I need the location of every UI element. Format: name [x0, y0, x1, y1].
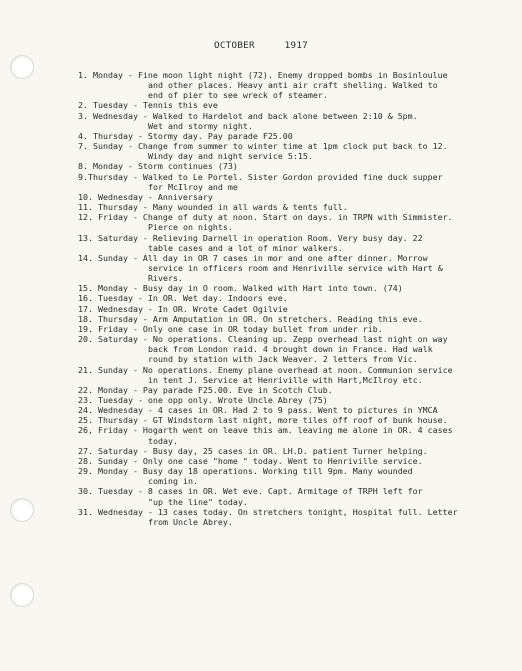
- entry-first-line: 28. Sunday - Only one case "home " today. Went to Henriville service.: [78, 455, 423, 466]
- diary-entry: [78, 507, 508, 527]
- entry-continuation-line: Rivers.: [148, 273, 183, 284]
- entry-continuation-line: Windy day and night service 5:15.: [148, 151, 313, 162]
- page-header: [0, 40, 522, 51]
- diary-entry: [78, 172, 508, 192]
- entry-first-line: 3. Wednesday - Walked to Hardelot and back alone between 2:10 & 5pm.: [78, 110, 418, 121]
- diary-entry: [78, 131, 508, 141]
- entry-continuation-line: from Uncle Abrey.: [148, 516, 233, 527]
- entry-continuation-line: table cases and a lot of minor walkers.: [148, 242, 343, 253]
- entry-continuation-line: "up the line" today.: [148, 496, 248, 507]
- binder-hole: [10, 498, 34, 522]
- entry-continuation-line: back from London raid. 4 brought down in France. Had walk: [148, 344, 433, 355]
- diary-entry: [78, 395, 508, 405]
- diary-entry: [78, 365, 508, 385]
- diary-entry: [78, 446, 508, 456]
- diary-entry: [78, 212, 508, 232]
- diary-entry: [78, 324, 508, 334]
- entry-first-line: 8. Monday - Storm continues (73): [78, 161, 238, 172]
- entry-continuation-line: today.: [148, 435, 178, 446]
- entry-first-line: 26, Friday - Hogarth went on leave this am. leaving me alone in OR. 4 cases: [78, 425, 453, 436]
- diary-entry: [78, 192, 508, 202]
- diary-entry: [78, 415, 508, 425]
- diary-entry: [78, 334, 508, 364]
- entry-first-line: 27. Saturday - Busy day, 25 cases in OR. LH.D. patient Turner helping.: [78, 445, 428, 456]
- diary-entry: [78, 70, 508, 100]
- entry-first-line: 1. Monday - Fine moon light night (72). Enemy dropped bombs in Bosinloulue: [78, 70, 448, 80]
- diary-entry: [78, 425, 508, 445]
- entry-continuation-line: Pierce on nights.: [148, 222, 233, 233]
- entry-first-line: 21. Sunday - No operations. Enemy plane overhead at noon. Communion service: [78, 364, 453, 375]
- diary-entry: [78, 100, 508, 110]
- diary-entry: [78, 161, 508, 171]
- diary-entry: [78, 486, 508, 506]
- entry-first-line: 9.Thursday - Walked to Le Portel. Sister Gordon provided fine duck supper: [78, 171, 443, 182]
- diary-entries: [78, 70, 508, 527]
- entry-first-line: 29. Monday - Busy day 18 operations. Working till 9pm. Many wounded: [78, 466, 413, 477]
- entry-first-line: 4. Thursday - Stormy day. Pay parade F25.00: [78, 130, 293, 141]
- entry-first-line: 16. Tuesday - In OR. Wet day. Indoors eve.: [78, 293, 288, 304]
- diary-entry: [78, 141, 508, 161]
- entry-first-line: 13. Saturday - Relieving Darnell in operation Room. Very busy day. 22: [78, 232, 423, 243]
- entry-first-line: 7. Sunday - Change from summer to winter time at 1pm clock put back to 12.: [78, 141, 448, 152]
- entry-continuation-line: and other places. Heavy anti air craft shelling. Walked to: [148, 80, 438, 91]
- entry-continuation-line: round by station with Jack Weaver. 2 letters from Vic.: [148, 354, 418, 365]
- entry-continuation-line: in tent J. Service at Henriville with Hart,McIlroy etc.: [148, 374, 423, 385]
- diary-entry: [78, 304, 508, 314]
- diary-entry: [78, 283, 508, 293]
- entry-continuation-line: service in officers room and Henriville service with Hart &: [148, 262, 443, 273]
- header-year: 1917: [284, 40, 308, 51]
- entry-continuation-line: Wet and stormy night.: [148, 120, 253, 131]
- entry-first-line: 31. Wednesday - 13 cases today. On stretchers tonight, Hospital full. Letter: [78, 506, 458, 517]
- entry-first-line: 10. Wednesday - Anniversary: [78, 191, 213, 202]
- diary-entry: [78, 466, 508, 486]
- binder-hole: [10, 583, 34, 607]
- entry-first-line: 15. Monday - Busy day in O room. Walked with Hart into town. (74): [78, 283, 403, 294]
- diary-entry: [78, 233, 508, 253]
- entry-first-line: 12. Friday - Change of duty at noon. Start on days. in TRPN with Simmister.: [78, 212, 453, 223]
- entry-first-line: 14. Sunday - All day in OR 7 cases in mor and one after dinner. Morrow: [78, 252, 428, 263]
- binder-hole: [10, 55, 34, 79]
- entry-first-line: 2. Tuesday - Tennis this eve: [78, 100, 218, 111]
- entry-first-line: 18. Thursday - Arm Amputation in OR. On stretchers. Reading this eve.: [78, 313, 423, 324]
- diary-entry: [78, 293, 508, 303]
- diary-entry: [78, 405, 508, 415]
- diary-entry: [78, 456, 508, 466]
- entry-first-line: 22. Monday - Pay parade F25.00. Eve in Scotch Club.: [78, 384, 333, 395]
- diary-entry: [78, 253, 508, 283]
- header-month: OCTOBER: [214, 40, 255, 51]
- entry-continuation-line: coming in.: [148, 476, 198, 487]
- entry-first-line: 19. Friday - Only one case in OR today bullet from under rib.: [78, 323, 383, 334]
- entry-first-line: 25. Thursday - GT Windstorm last night, more tiles off roof of bunk house.: [78, 415, 448, 426]
- entry-first-line: 30. Tuesday - 8 cases in OR. Wet eve. Capt. Armitage of TRPH left for: [78, 486, 423, 497]
- entry-first-line: 20. Saturday - No operations. Cleaning up. Zepp overhead last night on way: [78, 334, 448, 345]
- diary-entry: [78, 202, 508, 212]
- entry-first-line: 24. Wednesday - 4 cases in OR. Had 2 to 9 pass. Went to pictures in YMCA: [78, 405, 438, 416]
- entry-continuation-line: for McIlroy and me: [148, 181, 238, 192]
- entry-first-line: 11. Thursday - Many wounded in all wards & tents full.: [78, 202, 348, 213]
- diary-entry: [78, 111, 508, 131]
- diary-entry: [78, 314, 508, 324]
- entry-first-line: 17. Wednesday - In OR. Wrote Cadet Ogilvie: [78, 303, 288, 314]
- diary-entry: [78, 385, 508, 395]
- entry-continuation-line: end of pier to see wreck of steamer.: [148, 90, 328, 101]
- entry-first-line: 23. Tuesday - one opp only. Wrote Uncle Abrey (75): [78, 395, 328, 405]
